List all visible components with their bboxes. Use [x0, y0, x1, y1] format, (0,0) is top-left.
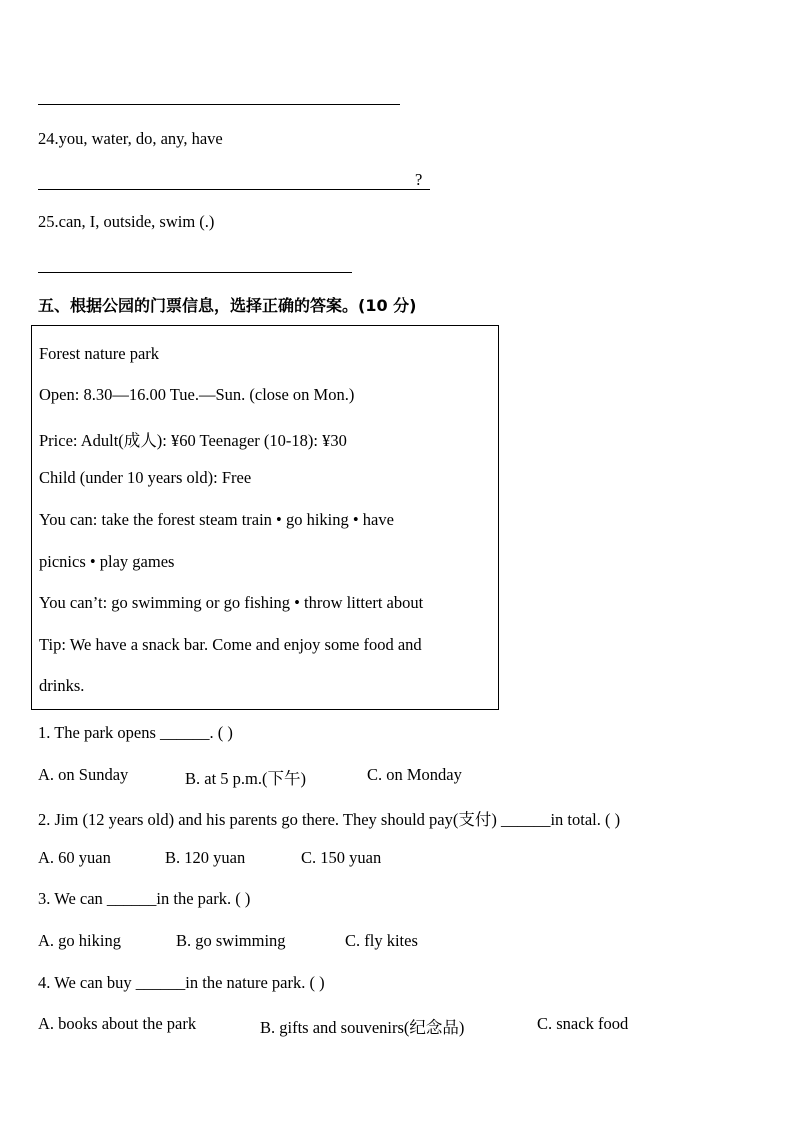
ticket-open-hours: Open: 8.30—16.00 Tue.—Sun. (close on Mon.): [39, 385, 355, 404]
ticket-child-price: Child (under 10 years old): Free: [39, 468, 252, 487]
question-25-words: 25.can, I, outside, swim (.): [38, 212, 215, 231]
question-2-stem: 2. Jim (12 years old) and his parents go there. They should pay(支付) ______in total. ( ): [38, 810, 621, 829]
question-3-option-c: C. fly kites: [345, 931, 418, 950]
question-4-stem: 4. We can buy ______in the nature park. ( ): [38, 973, 325, 992]
question-2-option-b: B. 120 yuan: [165, 848, 246, 867]
ticket-price: Price: Adult(成人): ¥60 Teenager (10-18): ¥30: [39, 431, 347, 450]
question-3-stem: 3. We can ______in the park. ( ): [38, 889, 251, 908]
ticket-tip-line-1: Tip: We have a snack bar. Come and enjoy some food and: [39, 635, 422, 654]
ticket-cannot: You can’t: go swimming or go fishing • throw littert about: [39, 593, 424, 612]
ticket-info-box: [31, 325, 499, 710]
section-5-heading: 五、根据公园的门票信息，选择正确的答案。(10 分): [38, 296, 417, 315]
question-24-words: 24.you, water, do, any, have: [38, 129, 223, 148]
ticket-can-line-2: picnics • play games: [39, 552, 175, 571]
question-1-option-c: C. on Monday: [367, 765, 462, 784]
question-1-option-a: A. on Sunday: [38, 765, 129, 784]
question-2-option-a: A. 60 yuan: [38, 848, 111, 867]
question-2-option-c: C. 150 yuan: [301, 848, 382, 867]
question-4-option-c: C. snack food: [537, 1014, 629, 1033]
question-1-stem: 1. The park opens ______. ( ): [38, 723, 233, 742]
question-24-mark: ?: [415, 170, 423, 189]
question-4-option-b: B. gifts and souvenirs(纪念品): [260, 1018, 465, 1037]
answer-line-24: [38, 189, 430, 190]
answer-line-23: [38, 104, 400, 105]
ticket-tip-line-2: drinks.: [39, 676, 85, 695]
answer-line-25: [38, 272, 352, 273]
question-3-option-b: B. go swimming: [176, 931, 286, 950]
ticket-title: Forest nature park: [39, 344, 160, 363]
question-3-option-a: A. go hiking: [38, 931, 121, 950]
question-1-option-b: B. at 5 p.m.(下午): [185, 769, 306, 788]
ticket-can-line-1: You can: take the forest steam train • go hiking • have: [39, 510, 394, 529]
question-4-option-a: A. books about the park: [38, 1014, 197, 1033]
